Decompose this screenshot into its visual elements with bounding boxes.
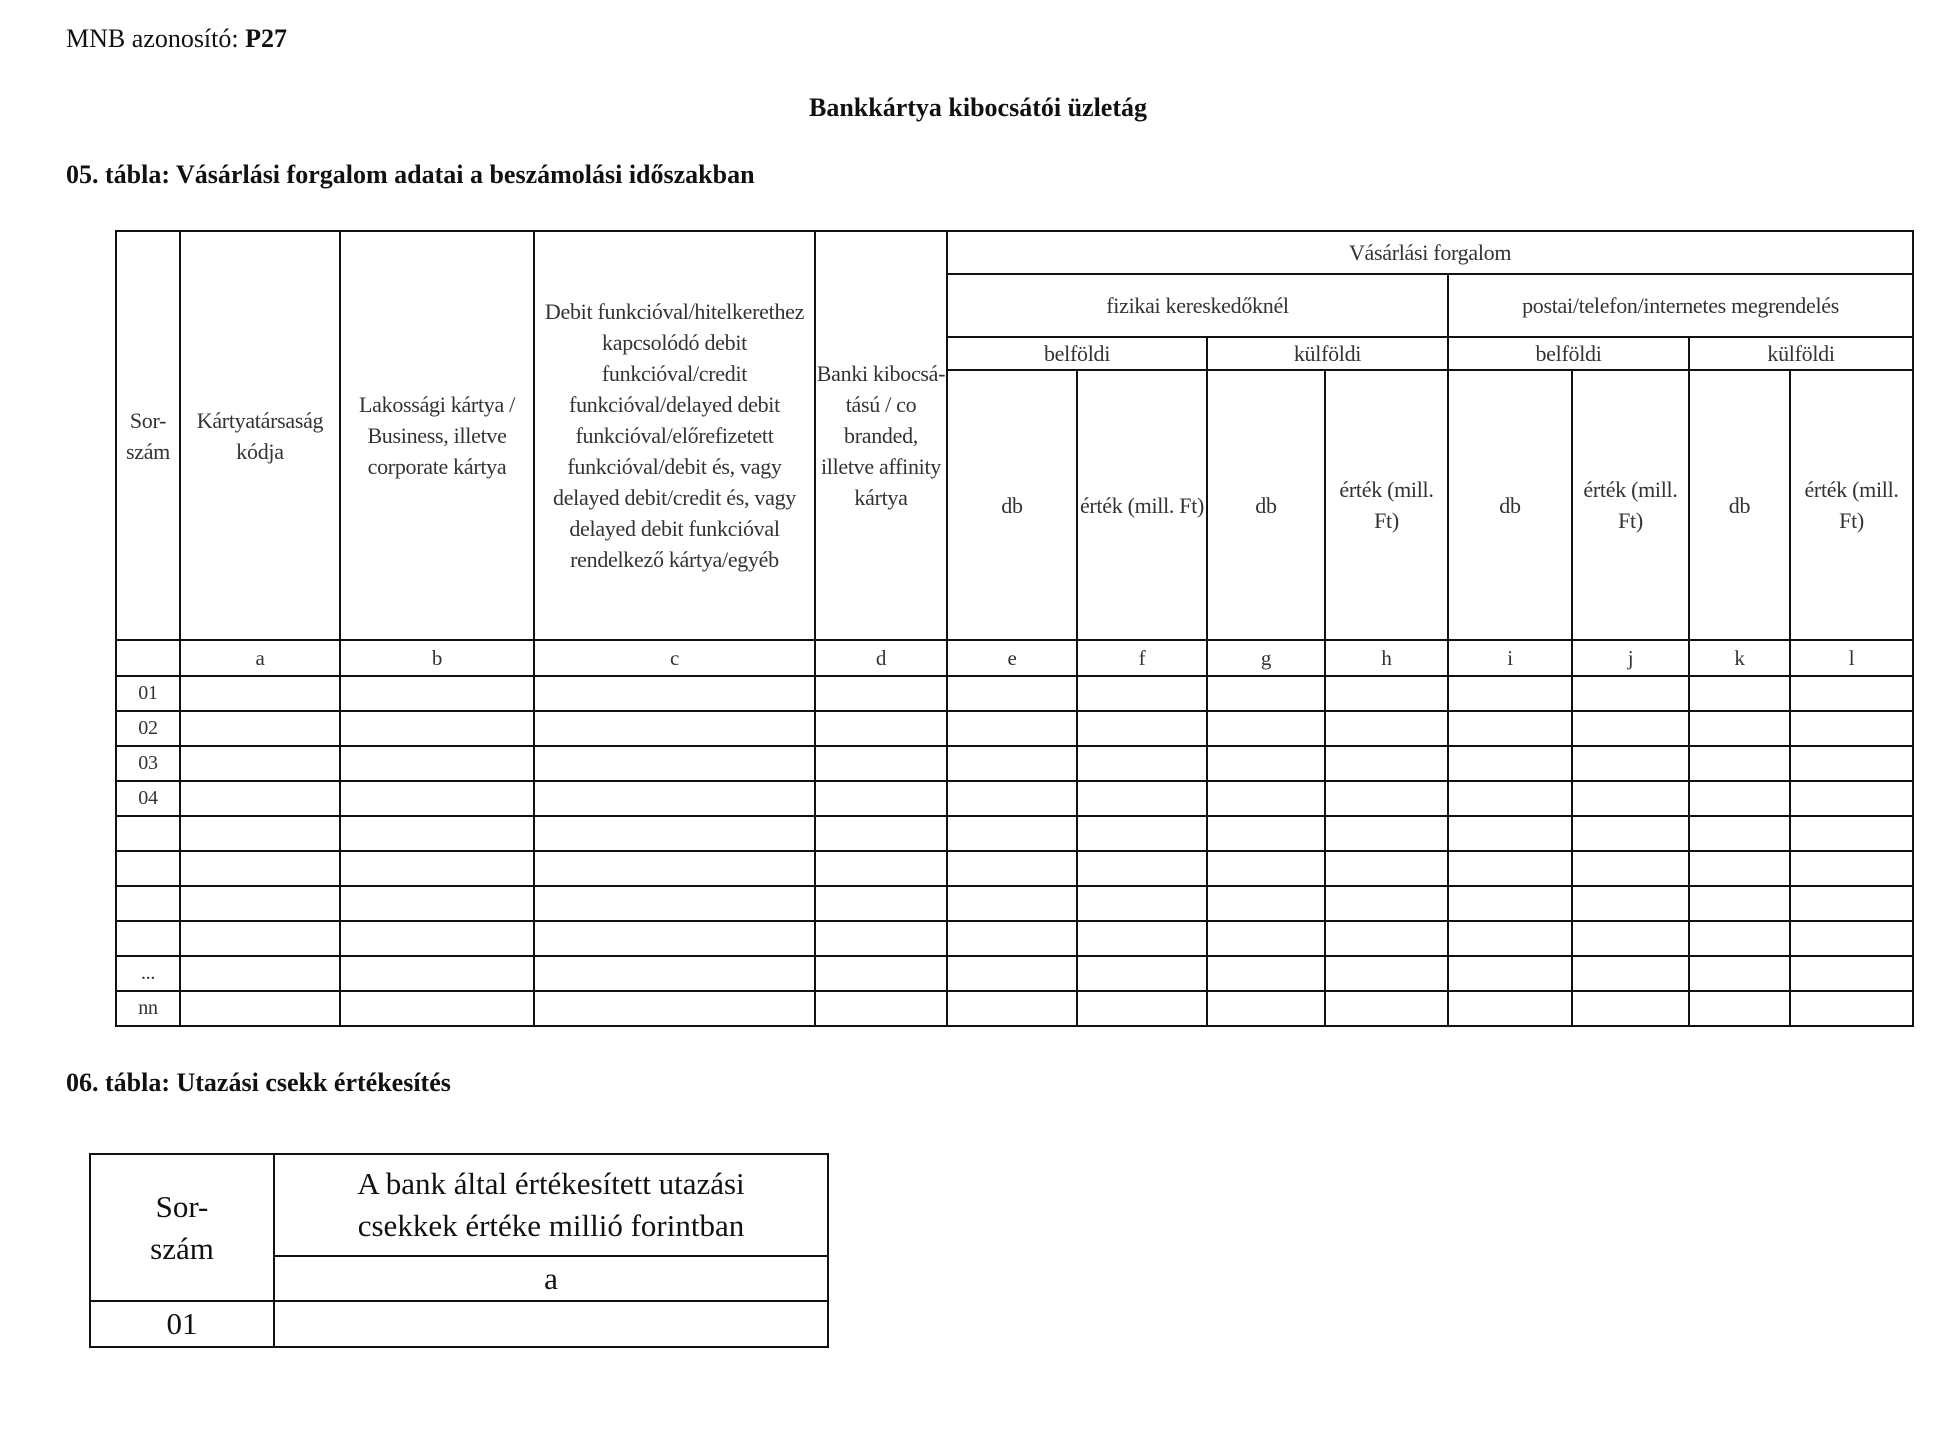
- row-number: [116, 921, 180, 956]
- column-letter: f: [1077, 640, 1207, 676]
- data-cell[interactable]: [1077, 746, 1207, 781]
- data-cell[interactable]: [1207, 956, 1325, 991]
- data-cell[interactable]: [815, 711, 947, 746]
- header-db: db: [1448, 370, 1572, 640]
- data-cell[interactable]: [1689, 816, 1790, 851]
- header-postai-belfoldi: belföldi: [1448, 337, 1689, 370]
- data-cell[interactable]: [947, 746, 1077, 781]
- data-cell[interactable]: [534, 991, 815, 1026]
- data-cell[interactable]: [1448, 781, 1572, 816]
- data-cell[interactable]: [1790, 816, 1913, 851]
- data-cell[interactable]: [947, 991, 1077, 1026]
- data-cell[interactable]: [180, 956, 340, 991]
- data-cell[interactable]: [815, 956, 947, 991]
- data-cell[interactable]: [1325, 711, 1448, 746]
- data-cell[interactable]: [180, 711, 340, 746]
- data-cell[interactable]: [534, 676, 815, 711]
- data-cell[interactable]: [1572, 781, 1689, 816]
- header-col-b: Lakossági kártya / Business, illetve corporate kártya: [340, 231, 534, 640]
- data-cell[interactable]: [1689, 781, 1790, 816]
- table-row: [116, 956, 1913, 991]
- row-number: ...: [116, 956, 180, 991]
- data-cell[interactable]: [1325, 781, 1448, 816]
- header-col-a: Kártyatársaság kódja: [180, 231, 340, 640]
- data-cell[interactable]: [180, 781, 340, 816]
- data-cell[interactable]: [947, 711, 1077, 746]
- data-cell[interactable]: [534, 921, 815, 956]
- data-cell[interactable]: [1790, 676, 1913, 711]
- data-cell[interactable]: [1689, 921, 1790, 956]
- data-cell[interactable]: [1790, 956, 1913, 991]
- data-cell[interactable]: [1689, 851, 1790, 886]
- table-row: [116, 711, 1913, 746]
- table-row: [116, 781, 1913, 816]
- column-letter: c: [534, 640, 815, 676]
- data-cell[interactable]: [340, 676, 534, 711]
- data-cell[interactable]: [815, 886, 947, 921]
- row-number: [116, 851, 180, 886]
- data-cell[interactable]: [1572, 886, 1689, 921]
- data-cell[interactable]: [815, 676, 947, 711]
- data-cell[interactable]: [1790, 851, 1913, 886]
- mnb-identifier: [66, 24, 287, 54]
- data-cell[interactable]: [1572, 711, 1689, 746]
- data-cell[interactable]: [1325, 956, 1448, 991]
- column-letter-row: [116, 640, 1913, 676]
- data-cell[interactable]: [1077, 956, 1207, 991]
- column-letter: b: [340, 640, 534, 676]
- data-cell[interactable]: [340, 711, 534, 746]
- row-number: 01: [116, 676, 180, 711]
- header-ertek: érték (mill. Ft): [1790, 370, 1913, 640]
- header-db: db: [1689, 370, 1790, 640]
- row-number: 01: [90, 1301, 274, 1347]
- data-cell[interactable]: [1448, 676, 1572, 711]
- data-cell[interactable]: [1325, 851, 1448, 886]
- table-row: [116, 991, 1913, 1026]
- data-cell[interactable]: [1077, 676, 1207, 711]
- data-cell[interactable]: [274, 1301, 828, 1347]
- row-number: [116, 816, 180, 851]
- data-cell[interactable]: [534, 816, 815, 851]
- header-db: db: [1207, 370, 1325, 640]
- data-cell[interactable]: [340, 991, 534, 1026]
- table06-header-col-a: A bank által értékesített utazási csekkek értéke millió forintban: [274, 1154, 828, 1256]
- table-row: [116, 816, 1913, 851]
- data-cell[interactable]: [1790, 711, 1913, 746]
- data-cell[interactable]: [1572, 746, 1689, 781]
- data-cell[interactable]: [1448, 816, 1572, 851]
- table06: [89, 1153, 829, 1348]
- column-letter: e: [947, 640, 1077, 676]
- data-cell[interactable]: [1077, 921, 1207, 956]
- data-cell[interactable]: [180, 676, 340, 711]
- data-cell[interactable]: [1077, 816, 1207, 851]
- column-letter: h: [1325, 640, 1448, 676]
- mnb-identifier-label: MNB azonosító:: [66, 24, 239, 53]
- data-cell[interactable]: [1790, 886, 1913, 921]
- table06-header-sorszam: Sor-szám: [90, 1154, 274, 1301]
- data-cell[interactable]: [180, 886, 340, 921]
- data-cell[interactable]: [1448, 711, 1572, 746]
- data-cell[interactable]: [1689, 746, 1790, 781]
- table-row: [116, 676, 1913, 711]
- row-number: 04: [116, 781, 180, 816]
- data-cell[interactable]: [1790, 746, 1913, 781]
- data-cell[interactable]: [1790, 781, 1913, 816]
- data-cell[interactable]: [340, 851, 534, 886]
- column-letter: d: [815, 640, 947, 676]
- data-cell[interactable]: [1325, 991, 1448, 1026]
- data-cell[interactable]: [1207, 921, 1325, 956]
- data-cell[interactable]: [1448, 956, 1572, 991]
- data-cell[interactable]: [1572, 991, 1689, 1026]
- data-cell[interactable]: [340, 886, 534, 921]
- data-cell[interactable]: [1572, 851, 1689, 886]
- data-cell[interactable]: [180, 991, 340, 1026]
- data-cell[interactable]: [815, 851, 947, 886]
- data-cell[interactable]: [947, 781, 1077, 816]
- data-cell[interactable]: [815, 781, 947, 816]
- data-cell[interactable]: [340, 746, 534, 781]
- column-letter: j: [1572, 640, 1689, 676]
- data-cell[interactable]: [1325, 886, 1448, 921]
- data-cell[interactable]: [1790, 991, 1913, 1026]
- data-cell[interactable]: [534, 746, 815, 781]
- data-cell[interactable]: [947, 816, 1077, 851]
- header-ertek: érték (mill. Ft): [1572, 370, 1689, 640]
- row-number: [116, 886, 180, 921]
- data-cell[interactable]: [1448, 991, 1572, 1026]
- header-col-d: Banki kibocsá-tású / co branded, illetve affinity kártya: [815, 231, 947, 640]
- row-number: 02: [116, 711, 180, 746]
- column-letter: i: [1448, 640, 1572, 676]
- data-cell[interactable]: [815, 921, 947, 956]
- header-db: db: [947, 370, 1077, 640]
- data-cell[interactable]: [1572, 921, 1689, 956]
- data-cell[interactable]: [1448, 746, 1572, 781]
- column-letter: k: [1689, 640, 1790, 676]
- column-letter: a: [180, 640, 340, 676]
- table05: [115, 230, 1914, 1027]
- data-cell[interactable]: [1207, 851, 1325, 886]
- row-number: nn: [116, 991, 180, 1026]
- column-letter: l: [1790, 640, 1913, 676]
- data-cell[interactable]: [1689, 711, 1790, 746]
- data-cell[interactable]: [1448, 886, 1572, 921]
- data-cell[interactable]: [947, 851, 1077, 886]
- data-cell[interactable]: [1077, 781, 1207, 816]
- data-cell[interactable]: [1077, 851, 1207, 886]
- data-cell[interactable]: [815, 991, 947, 1026]
- table-row: [90, 1301, 828, 1347]
- section-title: Bankkártya kibocsátói üzletág: [808, 93, 1148, 122]
- data-cell[interactable]: [340, 816, 534, 851]
- data-cell[interactable]: [340, 956, 534, 991]
- data-cell[interactable]: [340, 781, 534, 816]
- data-cell[interactable]: [947, 921, 1077, 956]
- letter-cell-empty: [116, 640, 180, 676]
- header-group-main: Vásárlási forgalom: [947, 231, 1913, 274]
- data-cell[interactable]: [1207, 676, 1325, 711]
- data-cell[interactable]: [1448, 851, 1572, 886]
- table-row: [116, 851, 1913, 886]
- data-cell[interactable]: [1325, 921, 1448, 956]
- data-cell[interactable]: [1207, 816, 1325, 851]
- data-cell[interactable]: [1689, 886, 1790, 921]
- header-fizikai-kulfoldi: külföldi: [1207, 337, 1448, 370]
- data-cell[interactable]: [947, 676, 1077, 711]
- data-cell[interactable]: [534, 711, 815, 746]
- header-group-postai: postai/telefon/internetes megrendelés: [1448, 274, 1913, 337]
- data-cell[interactable]: [180, 851, 340, 886]
- header-sorszam: Sor-szám: [116, 231, 180, 640]
- data-cell[interactable]: [947, 956, 1077, 991]
- data-cell[interactable]: [815, 746, 947, 781]
- data-cell[interactable]: [947, 886, 1077, 921]
- data-cell[interactable]: [1689, 676, 1790, 711]
- data-cell[interactable]: [1077, 886, 1207, 921]
- data-cell[interactable]: [180, 816, 340, 851]
- table-row: [116, 746, 1913, 781]
- table05-caption: 05. tábla: Vásárlási forgalom adatai a beszámolási időszakban: [66, 160, 755, 189]
- data-cell[interactable]: [1077, 991, 1207, 1026]
- header-ertek: érték (mill. Ft): [1077, 370, 1207, 640]
- data-cell[interactable]: [1207, 886, 1325, 921]
- data-cell[interactable]: [534, 956, 815, 991]
- column-letter: g: [1207, 640, 1325, 676]
- table06-caption: 06. tábla: Utazási csekk értékesítés: [66, 1068, 451, 1097]
- data-cell[interactable]: [1207, 746, 1325, 781]
- header-postai-kulfoldi: külföldi: [1689, 337, 1913, 370]
- data-cell[interactable]: [815, 816, 947, 851]
- data-cell[interactable]: [1207, 781, 1325, 816]
- data-cell[interactable]: [1325, 676, 1448, 711]
- mnb-identifier-code: P27: [245, 24, 287, 53]
- data-cell[interactable]: [534, 781, 815, 816]
- data-cell[interactable]: [1689, 991, 1790, 1026]
- data-cell[interactable]: [534, 851, 815, 886]
- data-cell[interactable]: [340, 921, 534, 956]
- table-row: [116, 886, 1913, 921]
- data-cell[interactable]: [1572, 676, 1689, 711]
- data-cell[interactable]: [1207, 991, 1325, 1026]
- data-cell[interactable]: [1689, 956, 1790, 991]
- header-ertek: érték (mill. Ft): [1325, 370, 1448, 640]
- header-col-c: Debit funkcióval/hitelkerethez kapcsolódó debit funkcióval/credit funkcióval/delayed debit funkcióval/előrefizetett funkcióval/debit és, vagy delayed debit/credit és, vagy delayed debit funkcióval rendelkező kártya/egyéb: [534, 231, 815, 640]
- header-fizikai-belfoldi: belföldi: [947, 337, 1207, 370]
- data-cell[interactable]: [1572, 956, 1689, 991]
- data-cell[interactable]: [1207, 711, 1325, 746]
- row-number: 03: [116, 746, 180, 781]
- data-cell[interactable]: [1077, 711, 1207, 746]
- table06-column-letter: a: [274, 1256, 828, 1301]
- data-cell[interactable]: [534, 886, 815, 921]
- table-row: [116, 921, 1913, 956]
- data-cell[interactable]: [1572, 816, 1689, 851]
- data-cell[interactable]: [180, 746, 340, 781]
- header-group-fizikai: fizikai kereskedőknél: [947, 274, 1448, 337]
- data-cell[interactable]: [180, 921, 340, 956]
- data-cell[interactable]: [1325, 746, 1448, 781]
- data-cell[interactable]: [1448, 921, 1572, 956]
- data-cell[interactable]: [1790, 921, 1913, 956]
- data-cell[interactable]: [1325, 816, 1448, 851]
